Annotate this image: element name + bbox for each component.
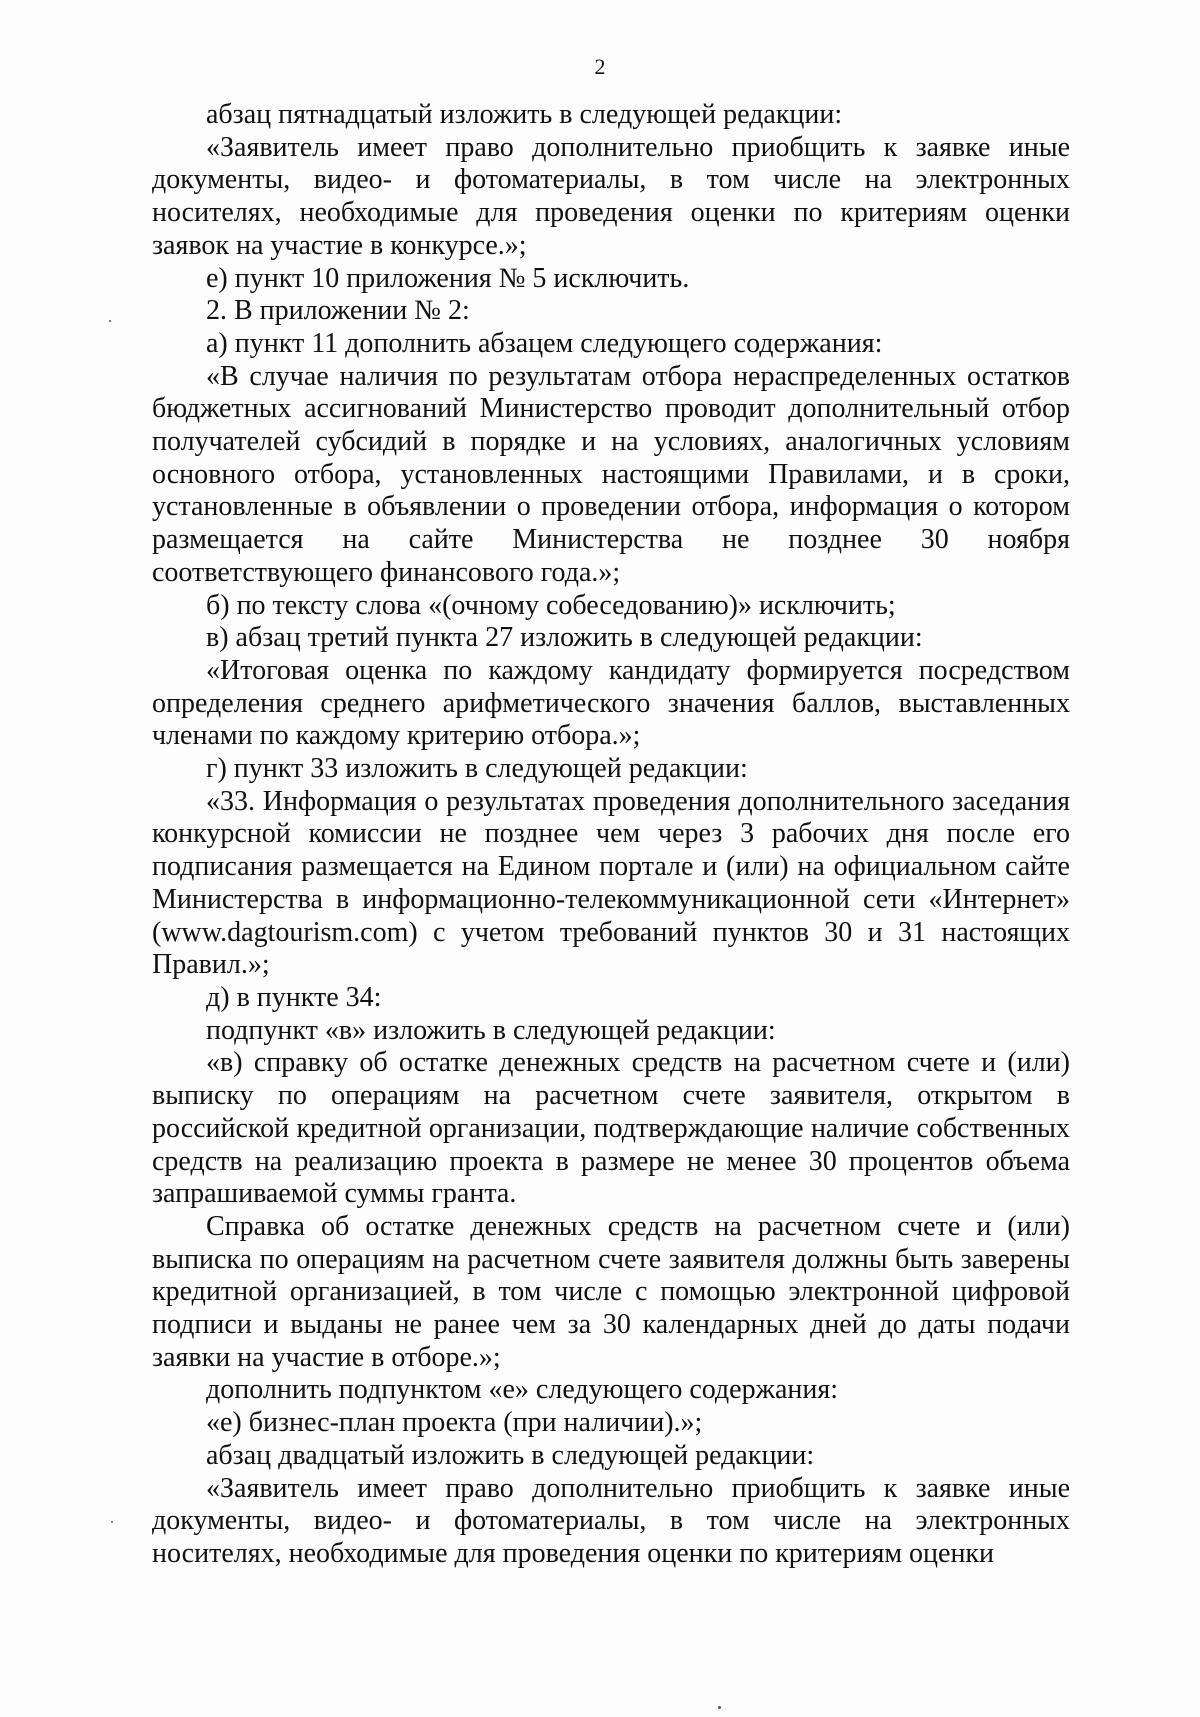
paragraph: дополнить подпунктом «е» следующего содержания: — [206, 1374, 839, 1406]
page-number: 2 — [594, 54, 606, 79]
paragraph: д) в пункте 34: — [206, 981, 382, 1013]
paragraph: «33. Информация о результатах проведения дополнительного заседания конкурсной комиссии не позднее чем через 3 рабочих дня после его подписания размещается на Едином портале и (или) на официальном сайте Министерства в информационно-телекоммуникационной сети «Интернет» (www.dagtourism.com) с учетом требований пунктов 30 и 31 настоящих Правил.»; — [152, 785, 1070, 981]
paragraph: «Заявитель имеет право дополнительно приобщить к заявке иные документы, видео- и фотоматериалы, в том числе на электронных носителях, необходимые для проведения оценки по критериям оценки заявок на участие в конкурсе.»; — [152, 131, 1070, 261]
paragraph: 2. В приложении № 2: — [206, 295, 470, 327]
paragraph: «В случае наличия по результатам отбора нераспределенных остатков бюджетных ассигнований Министерство проводит дополнительный отбор получателей субсидий в порядке и на условиях, аналогичных условиям основного отбора, установленных настоящими Правилами, и в сроки, установленные в объявлении о проведении отбора, информация о котором размещается на сайте Министерства не позднее 30 ноября соответствующего финансового года.»; — [152, 360, 1070, 588]
paragraph: Справка об остатке денежных средств на расчетном счете и (или) выписка по операциям на расчетном счете заявителя должны быть заверены кредитной организацией, в том числе с помощью электронной цифровой подписи и выданы не ранее чем за 30 календарных дней до даты подачи заявки на участие в отборе.»; — [152, 1210, 1070, 1373]
paragraph: «Заявитель имеет право дополнительно приобщить к заявке иные документы, видео- и фотоматериалы, в том числе на электронных носителях, необходимые для проведения оценки по критериям оценки — [152, 1472, 1070, 1569]
paragraph: г) пункт 33 изложить в следующей редакции: — [206, 753, 748, 785]
document-body — [152, 99, 1070, 1571]
paragraph: абзац двадцатый изложить в следующей редакции: — [206, 1439, 815, 1471]
scan-speck — [718, 1706, 721, 1709]
paragraph: «Итоговая оценка по каждому кандидату формируется посредством определения среднего арифметического значения баллов, выставленных членами по каждому критерию отбора.»; — [152, 654, 1070, 752]
paragraph: б) по тексту слова «(очному собеседованию)» исключить; — [206, 589, 896, 621]
paragraph: «в) справку об остатке денежных средств на расчетном счете и (или) выписку по операциям на расчетном счете заявителя, открытом в российской кредитной организации, подтверждающие наличие собственных средств на реализацию проекта в размере не менее 30 процентов объема запрашиваемой суммы гранта. — [152, 1047, 1070, 1210]
paragraph: «е) бизнес-план проекта (при наличии).»; — [206, 1407, 703, 1439]
scan-speck — [109, 320, 111, 322]
scan-speck — [111, 1521, 113, 1523]
paragraph: абзац пятнадцатый изложить в следующей редакции: — [206, 99, 843, 130]
paragraph: е) пункт 10 приложения № 5 исключить. — [206, 262, 690, 294]
paragraph: а) пункт 11 дополнить абзацем следующего содержания: — [206, 327, 883, 359]
paragraph: подпункт «в» изложить в следующей редакции: — [206, 1014, 776, 1046]
paragraph: в) абзац третий пункта 27 изложить в следующей редакции: — [206, 622, 923, 654]
